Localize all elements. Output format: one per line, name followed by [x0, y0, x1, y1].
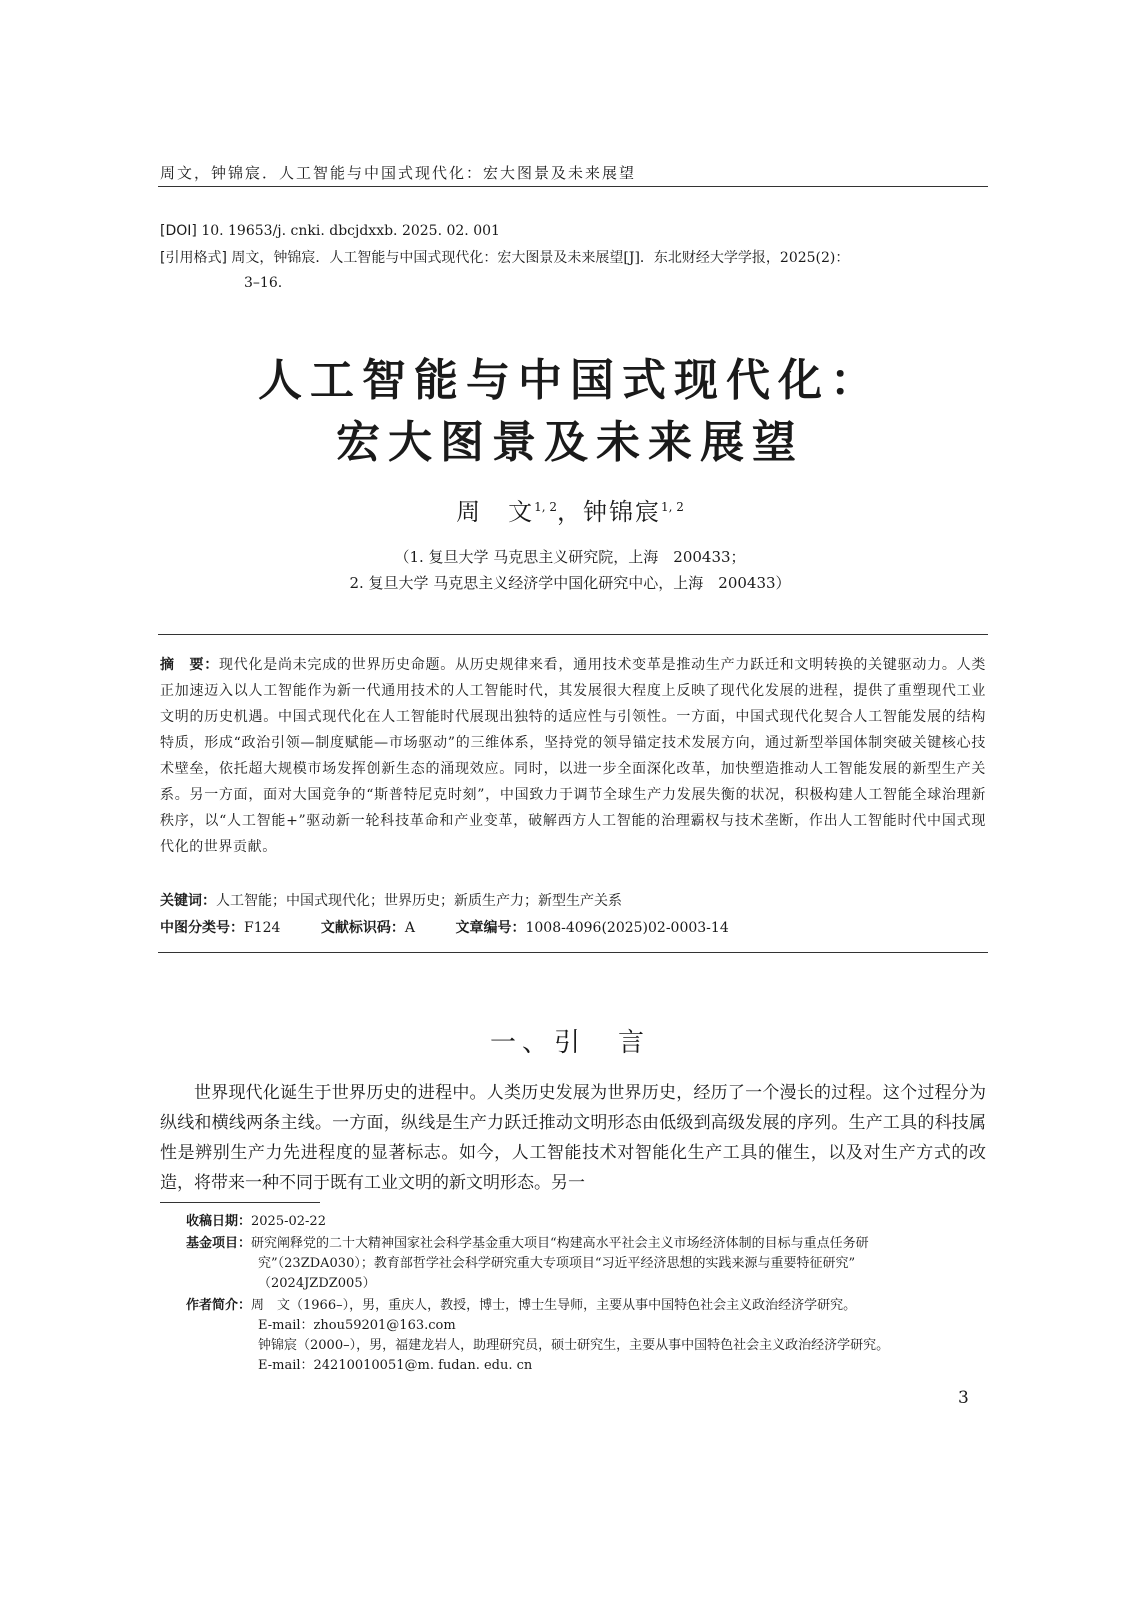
author-1: 周 文 [456, 498, 535, 526]
author-2: 钟锦宸 [583, 498, 661, 526]
clc-label: 中图分类号： [160, 920, 244, 936]
doi-value: 10. 19653/j. cnki. dbcjdxxb. 2025. 02. 001 [201, 223, 500, 239]
author-bio-label: 作者简介： [186, 1298, 252, 1313]
author-2-email: E-mail：24210010051@m. fudan. edu. cn [258, 1358, 533, 1373]
affiliation-1: （1. 复旦大学 马克思主义研究院，上海 200433； [394, 548, 746, 566]
affiliation-2: 2. 复旦大学 马克思主义经济学中国化研究中心，上海 200433） [349, 574, 791, 592]
keywords-text: 人工智能；中国式现代化；世界历史；新质生产力；新型生产关系 [216, 893, 622, 909]
author-line [0, 492, 1140, 527]
title-line-2: 宏大图景及未来展望 [336, 417, 804, 468]
abstract [160, 652, 986, 860]
footnote-fund [186, 1234, 986, 1254]
abstract-label: 摘 要： [160, 657, 220, 673]
fund-line-2: 究”（23ZDA030）；教育部哲学社会科学研究重大专项项目“习近平经济思想的实践来源与重要特征研究” [258, 1256, 856, 1271]
running-head: 周文，钟锦宸．人工智能与中国式现代化：宏大图景及未来展望 [160, 164, 637, 182]
doc-code-label: 文献标识码： [320, 920, 405, 936]
clc-value: F124 [244, 920, 281, 936]
author-2-affil: 1, 2 [661, 500, 684, 514]
abstract-text: 现代化是尚未完成的世界历史命题。从历史规律来看，通用技术变革是推动生产力跃迁和文明转换的关键驱动力。人类正加速迈入以人工智能作为新一代通用技术的人工智能时代，其发展很大程度上反映了现代化发展的进程，提供了重塑现代工业文明的历史机遇。中国式现代化在人工智能时代展现出独特的适应性与引领性。一方面，中国式现代化契合人工智能发展的结构特质，形成“政治引领—制度赋能—市场驱动”的三维体系，坚持党的领导锚定技术发展方向，通过新型举国体制突破关键核心技术壁垒，依托超大规模市场发挥创新生态的涌现效应。同时，以进一步全面深化改革，加快塑造推动人工智能发展的新型生产关系。另一方面，面对大国竞争的“斯普特尼克时刻”，中国致力于调节全球生产力发展失衡的状况，积极构建人工智能全球治理新秩序，以“人工智能+”驱动新一轮科技革命和产业变革，破解西方人工智能的治理霸权与技术垄断，作出人工智能时代中国式现代化的世界贡献。 [160, 657, 986, 855]
doc-code-value: A [404, 920, 416, 936]
citation-text: 周文，钟锦宸．人工智能与中国式现代化：宏大图景及未来展望[J]．东北财经大学学报，2025(2)： [231, 250, 850, 266]
citation-pages: 3–16. [244, 275, 283, 291]
citation-line [160, 247, 849, 269]
page-number: 3 [958, 1388, 969, 1408]
article-number-value: 1008-4096(2025)02-0003-14 [525, 920, 729, 936]
citation-label: [引用格式] [160, 250, 227, 266]
abstract-top-rule [158, 634, 988, 635]
fund-line-1: 研究阐释党的二十大精神国家社会科学基金重大项目“构建高水平社会主义市场经济体制的目标与重点任务研 [251, 1236, 869, 1251]
fund-label: 基金项目： [186, 1236, 252, 1251]
author-1-bio: 周 文（1966–），男，重庆人，教授，博士，博士生导师，主要从事中国特色社会主义政治经济学研究。 [251, 1298, 857, 1313]
abstract-bottom-rule [158, 952, 988, 953]
doi-line [160, 220, 500, 242]
keywords [160, 890, 622, 910]
fund-line-3: （2024JZDZ005） [258, 1276, 376, 1291]
author-1-email: E-mail：zhou59201@163.com [258, 1318, 456, 1333]
footnote-received [186, 1212, 986, 1232]
received-label: 收稿日期： [186, 1214, 252, 1229]
section-heading: 一、引 言 [489, 1028, 650, 1058]
article-number-label: 文章编号： [455, 920, 526, 936]
keywords-label: 关键词： [160, 893, 216, 909]
received-value: 2025-02-22 [251, 1214, 326, 1229]
author-separator: ， [557, 498, 583, 526]
classification-line [160, 917, 765, 937]
header-rule [158, 186, 988, 187]
author-1-affil: 1, 2 [534, 500, 557, 514]
footnote-rule [160, 1202, 320, 1203]
body-paragraph: 世界现代化诞生于世界历史的进程中。人类历史发展为世界历史，经历了一个漫长的过程。这个过程分为纵线和横线两条主线。一方面，纵线是生产力跃迁推动文明形态由低级到高级发展的序列。生产工具的科技属性是辨别生产力先进程度的显著标志。如今，人工智能技术对智能化生产工具的催生，以及对生产方式的改造，将带来一种不同于既有工业文明的新文明形态。另一 [160, 1083, 986, 1193]
doi-label: [DOI] [160, 223, 197, 239]
author-2-bio: 钟锦宸（2000–），男，福建龙岩人，助理研究员，硕士研究生，主要从事中国特色社会主义政治经济学研究。 [258, 1338, 890, 1353]
title-line-1: 人工智能与中国式现代化： [258, 355, 882, 406]
footnote-author [186, 1296, 986, 1316]
